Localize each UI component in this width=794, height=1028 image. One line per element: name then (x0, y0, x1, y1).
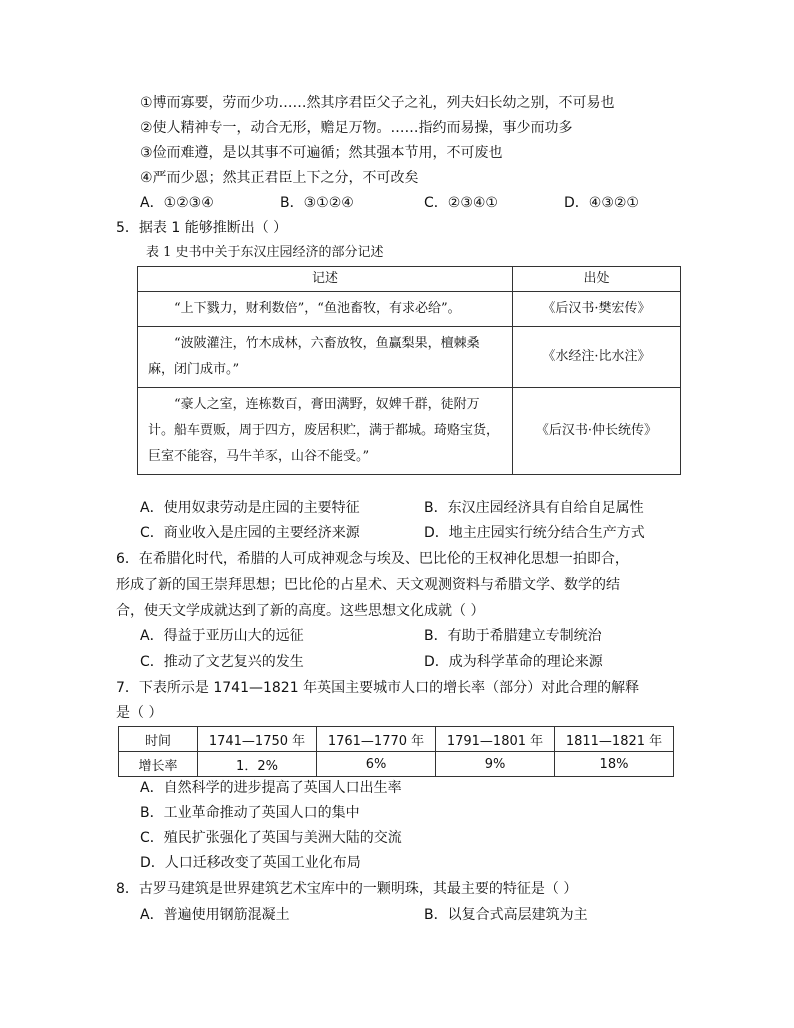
q7-option-b: B．工业革命推动了英国人口的集中 (140, 805, 360, 821)
q4-option-b: B．③①②④ (280, 195, 354, 211)
table-row (119, 727, 674, 752)
q4-statement-1: ①博而寡要，劳而少功……然其序君臣父子之礼，列夫妇长幼之别，不可易也 (140, 95, 615, 111)
q5-table-caption: 表 1 史书中关于东汉庄园经济的部分记述 (146, 245, 384, 260)
table-row (138, 388, 681, 475)
q8-option-b: B．以复合式高层建筑为主 (424, 907, 588, 923)
q4-statement-2: ②使人精神专一，动合无形，赡足万物。……指约而易操，事少而功多 (140, 120, 573, 136)
q4-statement-4: ④严而少恩；然其正君臣上下之分，不可改矣 (140, 170, 419, 186)
q7-stem-line-1: 7．下表所示是 1741—1821 年英国主要城市人口的增长率（部分）对此合理的解释 (116, 680, 640, 696)
q7-cell-time-label: 时间 (119, 727, 198, 752)
q6-option-a: A．得益于亚历山大的远征 (140, 628, 304, 644)
q7-cell-rate-2: 6% (317, 752, 436, 777)
q4-option-c: C．②③④① (424, 195, 498, 211)
q8-stem: 8．古罗马建筑是世界建筑艺术宝库中的一颗明珠，其最主要的特征是（ ） (116, 881, 578, 897)
table-row (138, 292, 681, 327)
q6-stem-line-1: 6．在希腊化时代，希腊的人可成神观念与埃及、巴比伦的王权神化思想一拍即合， (116, 551, 629, 567)
q6-option-c: C．推动了文艺复兴的发生 (140, 654, 304, 670)
q4-statement-3: ③俭而难遵，是以其事不可遍循；然其强本节用，不可废也 (140, 145, 503, 161)
q7-option-d: D．人口迁移改变了英国工业化布局 (140, 855, 361, 871)
q4-option-a: A．①②③④ (140, 195, 214, 211)
q5-row-1-source: 《后汉书·樊宏传》 (513, 292, 681, 327)
q7-cell-period-3: 1791—1801 年 (436, 727, 555, 752)
q7-cell-rate-label: 增长率 (119, 752, 198, 777)
q6-stem-line-2: 形成了新的国王崇拜思想；巴比伦的占星术、天文观测资料与希腊文学、数学的结 (116, 577, 620, 593)
q6-stem-line-3: 合，使天文学成就达到了新的高度。这些思想文化成就（ ） (116, 603, 485, 619)
q5-header-source: 出处 (513, 267, 681, 292)
q4-option-d: D．④③②① (564, 195, 639, 211)
q5-row-2-source: 《水经注·比水注》 (513, 327, 681, 388)
q7-cell-rate-1: 1．2% (198, 752, 317, 777)
q5-option-c: C．商业收入是庄园的主要经济来源 (140, 525, 360, 541)
q8-option-a: A．普遍使用钢筋混凝土 (140, 907, 290, 923)
table-row (138, 327, 681, 388)
q7-option-c: C．殖民扩张强化了英国与美洲大陆的交流 (140, 830, 402, 846)
q5-row-2-text: “波陂灌注，竹木成林，六畜放牧，鱼赢梨果，檀棘桑麻，闭门成市。” (138, 327, 513, 388)
q5-table-header-row (138, 267, 681, 292)
q5-option-d: D．地主庄园实行统分结合生产方式 (424, 525, 645, 541)
q5-stem: 5．据表 1 能够推断出（ ） (116, 220, 288, 236)
q5-option-a: A．使用奴隶劳动是庄园的主要特征 (140, 500, 360, 516)
q5-table (137, 266, 681, 475)
q6-option-d: D．成为科学革命的理论来源 (424, 654, 603, 670)
q5-header-record: 记述 (138, 267, 513, 292)
q6-option-b: B．有助于希腊建立专制统治 (424, 628, 602, 644)
q7-cell-period-1: 1741—1750 年 (198, 727, 317, 752)
q7-cell-rate-3: 9% (436, 752, 555, 777)
q7-table (118, 726, 674, 777)
q7-cell-period-2: 1761—1770 年 (317, 727, 436, 752)
table-row (119, 752, 674, 777)
q5-row-1-text: “上下戮力，财利数倍”，“鱼池畜牧，有求必给”。 (138, 292, 513, 327)
q7-stem-line-2: 是（ ） (116, 705, 163, 721)
q7-cell-period-4: 1811—1821 年 (555, 727, 674, 752)
q5-option-b: B．东汉庄园经济具有自给自足属性 (424, 500, 644, 516)
q5-row-3-source: 《后汉书·仲长统传》 (513, 388, 681, 475)
q5-row-3-text: “豪人之室，连栋数百，膏田满野，奴婢千群，徒附万计。船车贾贩，周于四方，废居积贮，满于都城。琦赂宝货，巨室不能容，马牛羊豕，山谷不能受。” (138, 388, 513, 475)
q7-option-a: A．自然科学的进步提高了英国人口出生率 (140, 780, 402, 796)
q7-cell-rate-4: 18% (555, 752, 674, 777)
